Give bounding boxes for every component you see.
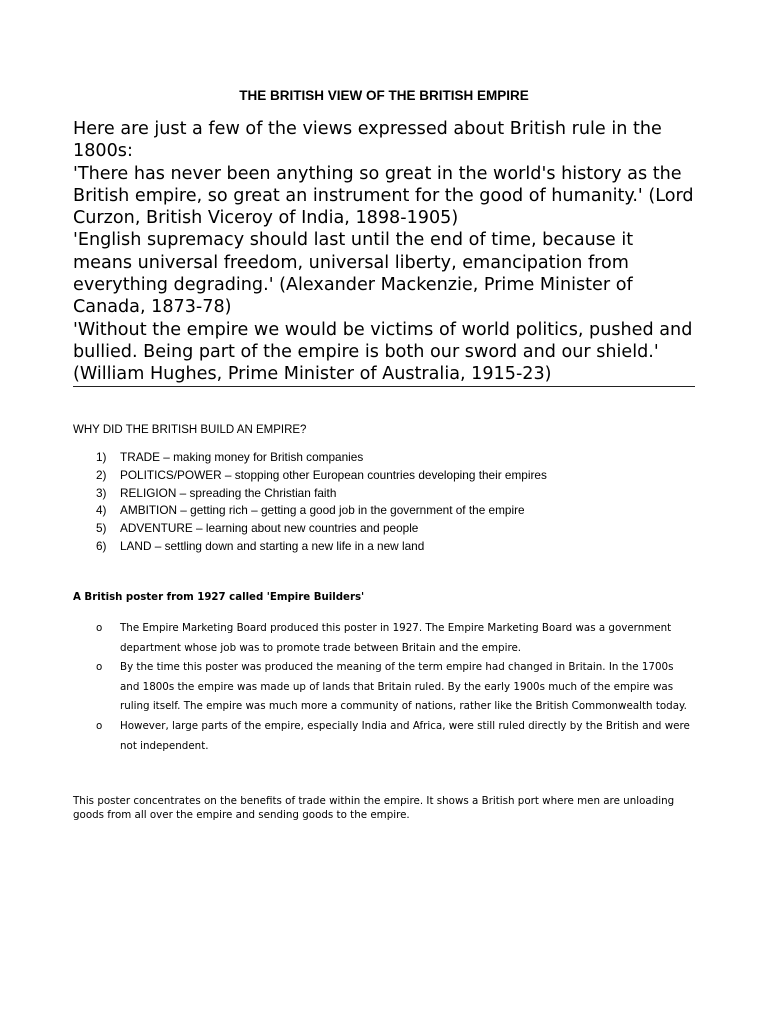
quote-mackenzie: 'English supremacy should last until the end of time, because it means universal freedom, universal liberty, emancipation from everything degrading.' (Alexander Mackenzie, Prime Minister of Canada, 1873-78)	[73, 230, 634, 318]
quote-curzon: 'There has never been anything so great in the world's history as the British empire, so great an instrument for the good of humanity.' (Lord Curzon, British Viceroy of India, 1898-1905)	[73, 163, 694, 229]
reasons-list	[96, 449, 547, 556]
list-number: 3)	[96, 485, 107, 500]
list-text: RELIGION – spreading the Christian faith	[120, 485, 337, 500]
list-number: 4)	[96, 503, 107, 518]
poster-bullets	[96, 619, 691, 756]
intro-lead: Here are just a few of the views expressed about British rule in the 1800s:	[73, 119, 662, 162]
closing-paragraph: This poster concentrates on the benefits of trade within the empire. It shows a British port where men are unloading goods from all over the empire and sending goods to the empire.	[73, 795, 675, 821]
quote-hughes: 'Without the empire we would be victims of world politics, pushed and bullied. Being part of the empire is both our sword and our shield.' (William Hughes, Prime Minister of Australia, 1915-23)	[73, 319, 693, 385]
list-item	[96, 449, 547, 467]
list-text: TRADE – making money for British companies	[120, 450, 364, 464]
list-item	[96, 485, 547, 503]
poster-heading: A British poster from 1927 called 'Empire Builders'	[73, 592, 365, 603]
bullet-text: By the time this poster was produced the meaning of the term empire had changed in Britain. In the 1700s and 1800s the empire was made up of lands that Britain ruled. By the early 1900s much of the empire was ruling itself. The empire was much more a community of nations, rather like the British Commonwealth today.	[120, 661, 687, 713]
list-item	[96, 658, 691, 717]
list-item	[96, 467, 547, 485]
intro-section	[73, 118, 695, 387]
list-number: 2)	[96, 467, 107, 482]
list-text: POLITICS/POWER – stopping other European countries developing their empires	[120, 467, 547, 482]
list-number: 5)	[96, 521, 107, 536]
list-text: AMBITION – getting rich – getting a good job in the government of the empire	[120, 503, 525, 518]
bullet-text: The Empire Marketing Board produced this poster in 1927. The Empire Marketing Board was a government department whose job was to promote trade between Britain and the empire.	[120, 622, 672, 654]
list-item	[96, 619, 691, 658]
list-number: 6)	[96, 538, 107, 553]
list-item	[96, 520, 547, 538]
bullet-text: However, large parts of the empire, especially India and Africa, were still ruled directly by the British and were not independent.	[120, 719, 690, 752]
bullet-marker: o	[96, 719, 103, 732]
list-item	[96, 502, 547, 520]
list-text: ADVENTURE – learning about new countries and people	[120, 521, 419, 536]
list-number: 1)	[96, 450, 107, 464]
list-item	[96, 538, 547, 556]
why-heading: WHY DID THE BRITISH BUILD AN EMPIRE?	[73, 424, 307, 436]
bullet-marker: o	[96, 622, 103, 634]
list-text: LAND – settling down and starting a new life in a new land	[120, 538, 425, 553]
page-title: THE BRITISH VIEW OF THE BRITISH EMPIRE	[239, 88, 529, 103]
list-item	[96, 717, 691, 756]
bullet-marker: o	[96, 661, 103, 674]
